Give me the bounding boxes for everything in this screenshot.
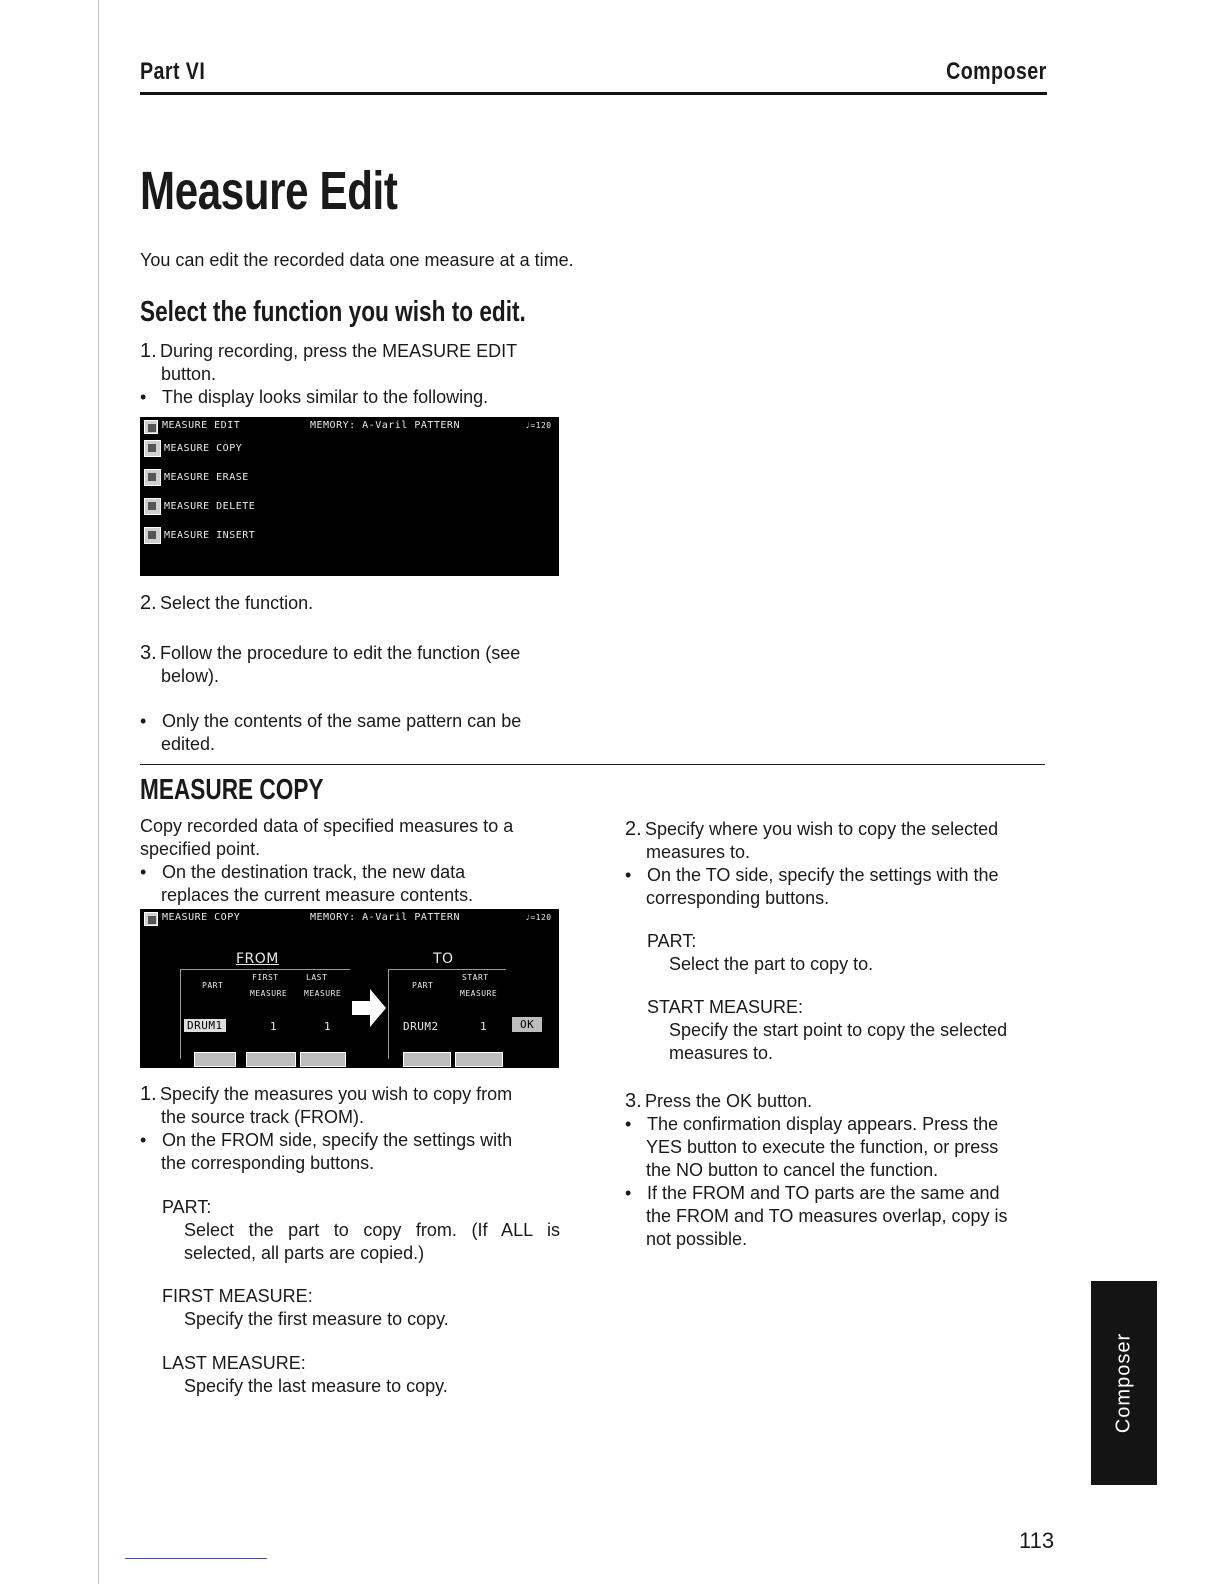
screen-memory: MEMORY: A-Varil PATTERN <box>310 912 460 923</box>
copy-bullet-text-cont: replaces the current measure contents. <box>161 885 474 905</box>
to-border <box>388 969 389 1059</box>
screen-title: MEASURE EDIT <box>162 420 241 431</box>
page-number: 113 <box>1019 1528 1055 1553</box>
col-first-2: MEASURE <box>250 989 288 998</box>
measure-copy-heading: MEASURE COPY <box>140 774 324 806</box>
step-number: 2. <box>625 818 642 840</box>
header-part: Part VI <box>140 58 206 85</box>
col-start: START <box>462 973 489 982</box>
menu-item-measure-insert[interactable]: MEASURE INSERT <box>164 530 256 541</box>
copy-intro <box>140 815 560 907</box>
def-desc: Select the part to copy from. (If ALL is <box>184 1220 560 1240</box>
def-desc: Select the part to copy to. <box>669 954 874 974</box>
screen-tempo: ♩=120 <box>525 421 552 430</box>
copy-intro-text-cont: specified point. <box>140 839 261 859</box>
copy-intro-text: Copy recorded data of specified measures to a <box>140 816 514 836</box>
menu-item-measure-erase[interactable]: MEASURE ERASE <box>164 472 249 483</box>
def-term: PART: <box>162 1197 212 1217</box>
step-number: 3. <box>625 1090 642 1112</box>
bullet-text: On the TO side, specify the settings with the <box>647 865 999 885</box>
intro-text: You can edit the recorded data one measure at a time. <box>140 250 574 270</box>
select-heading: Select the function you wish to edit. <box>140 296 526 328</box>
def-term: START MEASURE: <box>647 997 804 1017</box>
menu-item-measure-delete[interactable]: MEASURE DELETE <box>164 501 256 512</box>
def-desc: Specify the start point to copy the selected <box>669 1020 1008 1040</box>
col-first: FIRST <box>252 973 279 982</box>
col-part-from: PART <box>202 981 224 990</box>
step-text: Select the function. <box>160 593 314 613</box>
step-text: Follow the procedure to edit the function (see <box>160 643 521 663</box>
step-text-cont: the source track (FROM). <box>161 1107 365 1127</box>
step-3 <box>140 642 570 688</box>
copy-bullet-text: On the destination track, the new data <box>162 862 466 882</box>
step-number: 1. <box>140 1083 157 1105</box>
def-term: PART: <box>647 931 697 951</box>
bullet-text-cont: the FROM and TO measures overlap, copy is <box>646 1206 1008 1226</box>
step-text: Press the OK button. <box>645 1091 813 1111</box>
section-side-tab <box>1091 1281 1157 1485</box>
def-term: LAST MEASURE: <box>162 1353 306 1373</box>
bullet-text-cont: not possible. <box>646 1229 748 1249</box>
def-start-measure <box>647 996 1045 1065</box>
part-from-button[interactable] <box>194 1052 236 1067</box>
bullet-text-cont: the corresponding buttons. <box>161 1153 375 1173</box>
footer-line <box>125 1558 267 1559</box>
measure-delete-icon[interactable] <box>144 498 161 515</box>
def-desc-cont: measures to. <box>669 1043 774 1063</box>
start-measure-value[interactable]: 1 <box>480 1020 488 1033</box>
header-section: Composer <box>946 58 1047 85</box>
col-last-2: MEASURE <box>304 989 342 998</box>
step-2 <box>140 592 313 615</box>
bullet: • <box>625 865 632 885</box>
to-part-value[interactable]: DRUM2 <box>403 1020 439 1033</box>
ok-button[interactable]: OK <box>512 1017 542 1032</box>
bullet: • <box>140 711 147 731</box>
step-text: Specify where you wish to copy the selected <box>645 819 999 839</box>
screen-tempo: ♩=120 <box>525 913 552 922</box>
bullet-text: The confirmation display appears. Press the <box>647 1114 999 1134</box>
side-tab-label: Composer <box>1112 1332 1135 1434</box>
step-text: Specify the measures you wish to copy from <box>160 1084 513 1104</box>
bullet-text-cont: the NO button to cancel the function. <box>646 1160 939 1180</box>
last-measure-button[interactable] <box>300 1052 346 1067</box>
note-same-pattern <box>140 710 570 756</box>
bullet-text: On the FROM side, specify the settings with <box>162 1130 513 1150</box>
bullet: • <box>625 1114 632 1134</box>
measure-copy-icon[interactable] <box>144 440 161 457</box>
col-part-to: PART <box>412 981 434 990</box>
bullet-text-cont: corresponding buttons. <box>646 888 830 908</box>
bullet-text: If the FROM and TO parts are the same and <box>647 1183 1000 1203</box>
screen-memory: MEMORY: A-Varil PATTERN <box>310 420 460 431</box>
bullet: • <box>625 1183 632 1203</box>
page-title: Measure Edit <box>140 161 398 221</box>
measure-copy-icon <box>144 912 158 926</box>
left-steps <box>140 1083 560 1175</box>
def-desc-cont: selected, all parts are copied.) <box>184 1243 425 1263</box>
section-rule <box>140 764 1045 765</box>
right-step-3 <box>625 1090 1045 1251</box>
measure-erase-icon[interactable] <box>144 469 161 486</box>
screen-title: MEASURE COPY <box>162 912 241 923</box>
arrow-right-icon <box>352 989 386 1027</box>
step-number: 3. <box>140 642 157 664</box>
bullet: • <box>140 862 147 882</box>
display-screen-measure-copy <box>140 909 559 1068</box>
from-border <box>180 969 181 1059</box>
from-divider <box>180 969 350 970</box>
step-text-cont: button. <box>161 364 217 384</box>
first-measure-button[interactable] <box>246 1052 296 1067</box>
bullet-text-cont: YES button to execute the function, or press <box>646 1137 999 1157</box>
to-divider <box>388 969 506 970</box>
from-label: FROM <box>236 951 279 967</box>
def-last-measure <box>162 1352 560 1398</box>
first-measure-value[interactable]: 1 <box>270 1020 278 1033</box>
col-start-2: MEASURE <box>460 989 498 998</box>
def-desc: Specify the last measure to copy. <box>184 1376 448 1396</box>
last-measure-value[interactable]: 1 <box>324 1020 332 1033</box>
def-term: FIRST MEASURE: <box>162 1286 313 1306</box>
right-step-2 <box>625 818 1045 910</box>
to-label: TO <box>433 951 454 967</box>
menu-item-measure-copy[interactable]: MEASURE COPY <box>164 443 243 454</box>
display-screen-measure-edit <box>140 417 559 576</box>
def-desc: Specify the first measure to copy. <box>184 1309 449 1329</box>
step-text: During recording, press the MEASURE EDIT <box>160 341 518 361</box>
step-text-cont: below). <box>161 666 220 686</box>
page-binding-line <box>98 0 99 1584</box>
start-measure-button[interactable] <box>455 1052 503 1067</box>
part-to-button[interactable] <box>403 1052 451 1067</box>
step-text-cont: measures to. <box>646 842 751 862</box>
bullet-text: The display looks similar to the following. <box>162 387 489 407</box>
def-first-measure <box>162 1285 560 1331</box>
measure-edit-icon <box>144 420 158 434</box>
def-part-to <box>647 930 1045 976</box>
measure-insert-icon[interactable] <box>144 527 161 544</box>
def-part-from <box>162 1196 560 1265</box>
note-text-cont: edited. <box>161 734 216 754</box>
bullet: • <box>140 387 147 407</box>
bullet: • <box>140 1130 147 1150</box>
step-number: 1. <box>140 340 157 362</box>
step-number: 2. <box>140 592 157 614</box>
note-text: Only the contents of the same pattern can be <box>162 711 522 731</box>
from-part-value[interactable]: DRUM1 <box>184 1019 226 1032</box>
header-rule <box>140 92 1047 95</box>
step-1 <box>140 340 560 409</box>
col-last: LAST <box>306 973 328 982</box>
